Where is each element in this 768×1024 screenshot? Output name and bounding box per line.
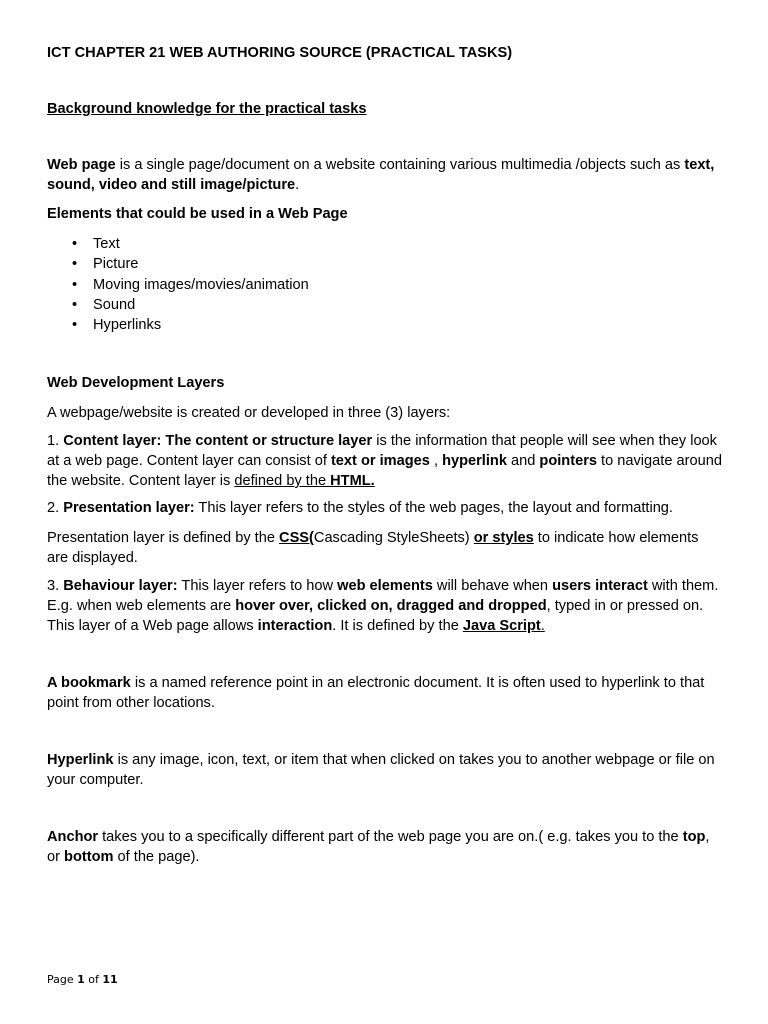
css-reference: CSS(	[279, 530, 314, 546]
layers-heading	[47, 373, 723, 393]
page-total: 11	[102, 973, 118, 986]
hyperlink-term: Hyperlink	[47, 752, 114, 768]
list-item: • Hyperlinks	[72, 317, 162, 334]
anchor-term: Anchor	[47, 829, 99, 845]
webpage-term: Web page	[47, 157, 116, 173]
bookmark-definition: A bookmark is a named reference point in an electronic document. It is often used to hyperlink to that point from other locations.	[47, 675, 705, 711]
presentation-css-paragraph: Presentation layer is defined by the CSS(Cascading StyleSheets) or styles to indicate how elements are displayed.	[47, 530, 699, 566]
elements-list	[47, 234, 723, 335]
javascript-reference: Java Script	[462, 618, 541, 634]
list-item: • Sound	[72, 296, 136, 313]
webpage-definition: Web page is a single page/document on a website containing various multimedia /objects such as text, sound, video and still image/picture.	[47, 157, 715, 193]
elements-heading	[47, 204, 723, 224]
behaviour-layer-paragraph: 3. Behaviour layer: This layer refers to how web elements will behave when users interact with them. E.g. when web elements are hover over, clicked on, dragged and dropped, typed in or pressed on. This layer of a Web page allows interaction. It is defined by the Java Script.	[47, 578, 719, 634]
bullet-icon: •	[72, 256, 78, 273]
list-item: • Moving images/movies/animation	[72, 276, 309, 293]
list-item: • Text	[72, 236, 120, 252]
content-layer-paragraph: 1. Content layer: The content or structure layer is the information that people will see when they look at a web page. Content layer can consist of text or images , hyperlink and pointers to navigate around the website. Content layer is defined by the HTML.	[47, 433, 722, 489]
bookmark-term: A bookmark	[47, 675, 131, 691]
bullet-icon: •	[72, 236, 78, 252]
presentation-layer-paragraph: 2. Presentation layer: This layer refers to the styles of the web pages, the layout and formatting.	[47, 500, 673, 516]
behaviour-layer-term: Behaviour layer:	[63, 578, 178, 594]
hyperlink-definition: Hyperlink is any image, icon, text, or item that when clicked on takes you to another webpage or file on your computer.	[47, 752, 715, 788]
page-number: 1	[77, 973, 85, 986]
layers-intro: A webpage/website is created or developed in three (3) layers:	[47, 405, 451, 421]
bullet-icon: •	[72, 317, 78, 334]
document-page	[47, 0, 723, 1024]
presentation-layer-term: Presentation layer:	[63, 500, 195, 516]
bullet-icon: •	[72, 276, 78, 293]
page-footer: Page 1 of 11	[47, 973, 118, 986]
elements-heading-text: Elements that could be used in a Web Page	[47, 206, 348, 222]
anchor-definition: Anchor takes you to a specifically different part of the web page you are on.( e.g. takes you to the top, or bottom of the page).	[47, 829, 710, 865]
html-reference: HTML.	[330, 473, 375, 489]
content-layer-term: Content layer: The content or structure layer	[63, 433, 373, 449]
background-heading	[47, 99, 723, 119]
background-heading-text: Background knowledge for the practical tasks	[47, 101, 367, 117]
bullet-icon: •	[72, 296, 78, 313]
list-item: • Picture	[72, 256, 139, 273]
document-title-text: ICT CHAPTER 21 WEB AUTHORING SOURCE (PRACTICAL TASKS)	[47, 45, 513, 61]
layers-heading-text: Web Development Layers	[47, 375, 225, 391]
document-title	[47, 43, 723, 63]
styles-reference: or styles	[473, 530, 534, 546]
